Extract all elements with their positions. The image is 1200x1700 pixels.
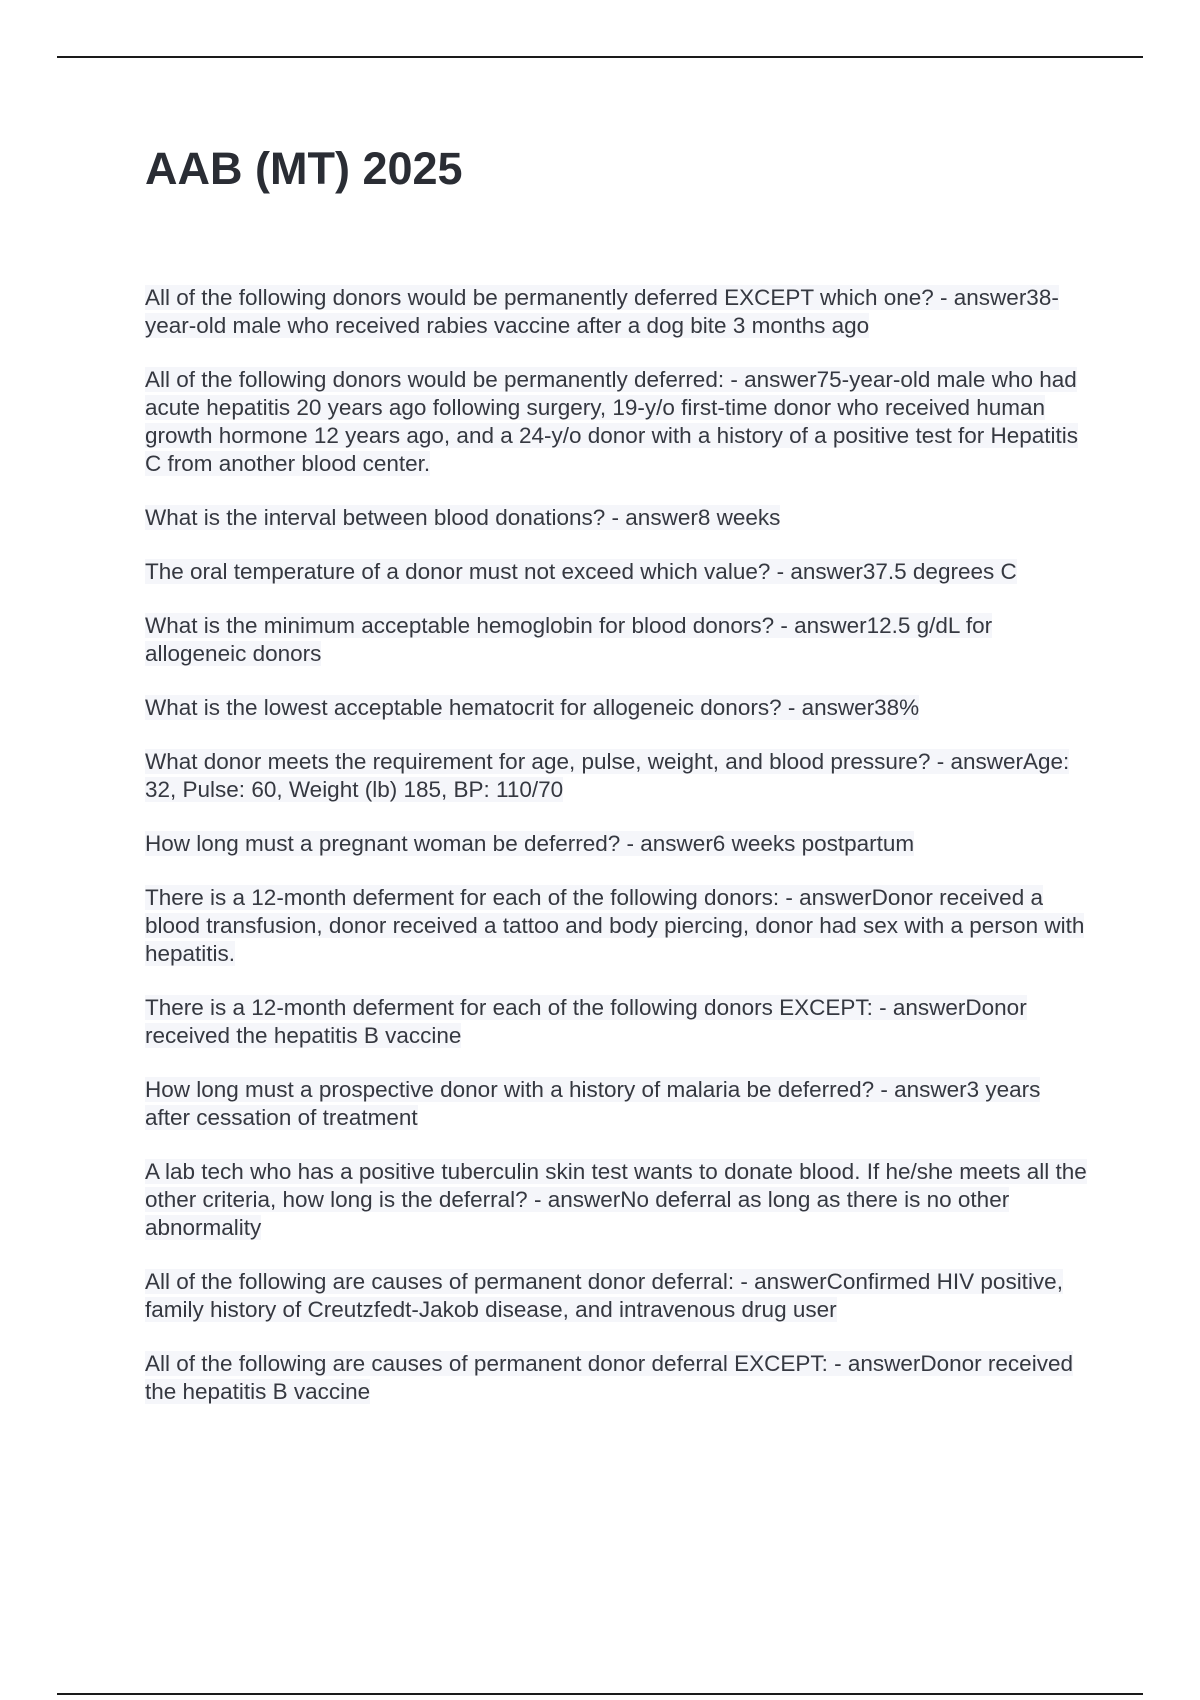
qa-item: [145, 694, 1090, 722]
qa-item-text: All of the following are causes of permanent donor deferral EXCEPT: - answerDonor received the hepatitis B vaccine: [145, 1351, 1073, 1404]
qa-item: [145, 830, 1090, 858]
qa-item-text: There is a 12-month deferment for each of the following donors EXCEPT: - answerDonor received the hepatitis B vaccine: [145, 995, 1027, 1048]
qa-item-text: All of the following are causes of permanent donor deferral: - answerConfirmed HIV positive, family history of Creutzfedt-Jakob disease, and intravenous drug user: [145, 1269, 1063, 1322]
qa-item-text: What donor meets the requirement for age, pulse, weight, and blood pressure? - answerAge: 32, Pulse: 60, Weight (lb) 185, BP: 110/70: [145, 749, 1070, 802]
qa-item-text: All of the following donors would be permanently deferred EXCEPT which one? - answer38-year-old male who received rabies vaccine after a dog bite 3 months ago: [145, 285, 1059, 338]
qa-item-text: How long must a pregnant woman be deferred? - answer6 weeks postpartum: [145, 831, 915, 856]
qa-list: [145, 284, 1090, 1432]
qa-item: [145, 1076, 1090, 1132]
qa-item: [145, 284, 1090, 340]
page-title: AAB (MT) 2025: [145, 143, 463, 194]
qa-item: [145, 558, 1090, 586]
qa-item-text: What is the minimum acceptable hemoglobin for blood donors? - answer12.5 g/dL for allogeneic donors: [145, 613, 993, 666]
qa-item: [145, 366, 1090, 478]
qa-item-text: How long must a prospective donor with a history of malaria be deferred? - answer3 years after cessation of treatment: [145, 1077, 1041, 1130]
qa-item-text: All of the following donors would be permanently deferred: - answer75-year-old male who had acute hepatitis 20 years ago following surgery, 19-y/o first-time donor who received human growth hormone 12 years ago, and a 24-y/o donor with a history of a positive test for Hepatitis C from another blood center.: [145, 367, 1079, 476]
qa-item-text: There is a 12-month deferment for each of the following donors: - answerDonor received a blood transfusion, donor received a tattoo and body piercing, donor had sex with a person with hepatitis.: [145, 885, 1085, 966]
qa-item-text: A lab tech who has a positive tuberculin skin test wants to donate blood. If he/she meets all the other criteria, how long is the deferral? - answerNo deferral as long as there is no other abnormality: [145, 1159, 1087, 1240]
top-rule: [57, 56, 1143, 58]
qa-item: [145, 1158, 1090, 1242]
qa-item: [145, 612, 1090, 668]
qa-item-text: What is the lowest acceptable hematocrit for allogeneic donors? - answer38%: [145, 695, 920, 720]
qa-item-text: The oral temperature of a donor must not exceed which value? - answer37.5 degrees C: [145, 559, 1017, 584]
qa-item: [145, 1350, 1090, 1406]
bottom-rule: [57, 1693, 1143, 1695]
qa-item: [145, 1268, 1090, 1324]
qa-item: [145, 504, 1090, 532]
qa-item: [145, 884, 1090, 968]
qa-item-text: What is the interval between blood donations? - answer8 weeks: [145, 505, 781, 530]
qa-item: [145, 994, 1090, 1050]
qa-item: [145, 748, 1090, 804]
